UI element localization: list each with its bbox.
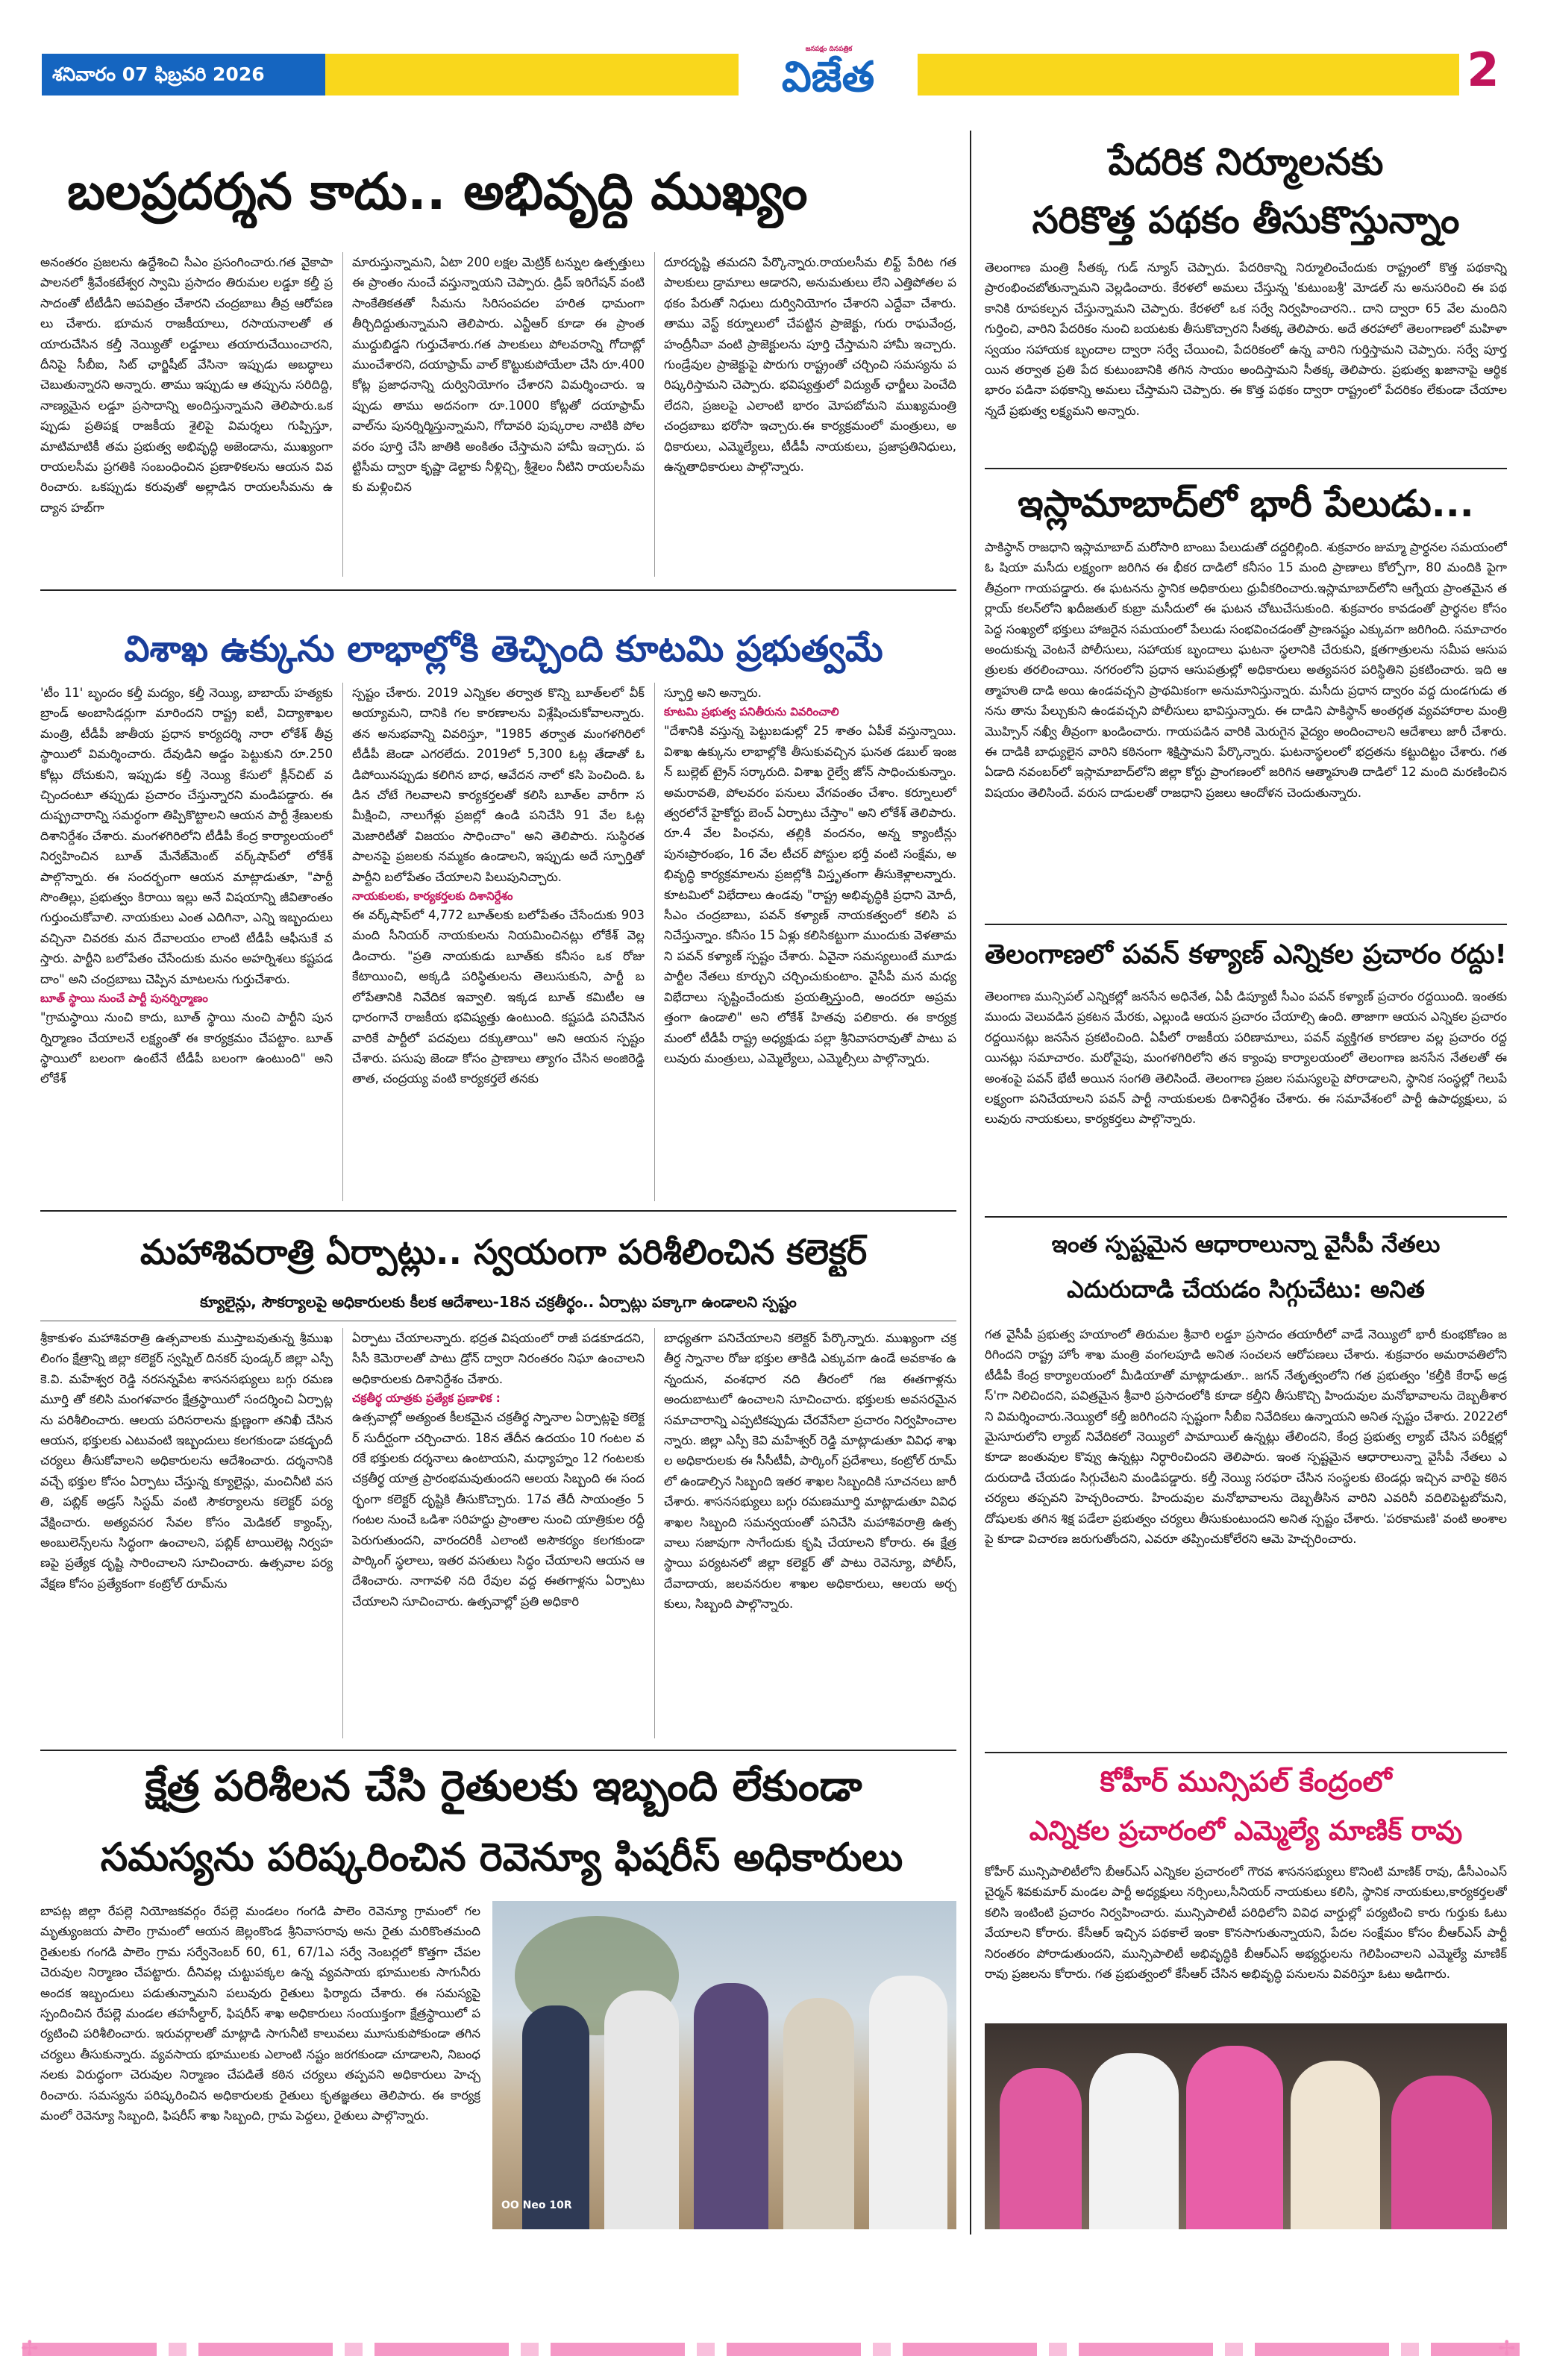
shivaratri-subhead: చక్రతీర్థ యాత్రకు ప్రత్యేక ప్రణాళిక : bbox=[352, 1391, 501, 1406]
visakha-col1-text: 'టీం 11' బృందం కల్తీ మద్యం, కల్తీ నెయ్యి, బాబాయ్ హత్యకు బ్రాండ్ అంబాసిడర్లుగా మారిందని రాష్ట్ర ఐటీ, విద్యాశాఖల మంత్రి, టీడీపీ జాతీయ ప్రధాన కార్యదర్శి నారా లోకేశ్ తీవ్రస్థాయిలో విమర్శించారు. దేవుడిని అడ్డం పెట్టుకుని రూ.250 కోట్లు దోచుకుని, ఇప్పుడు కల్తీ నెయ్యి కేసులో క్లీన్‌చిట్ వచ్చిందంటూ తప్పుడు ప్రచారం చేస్తున్నారని మండిపడ్డారు. ఈ దుష్ప్రచారాన్ని సమర్థంగా తిప్పికొట్టాలని ఆయన పార్టీ శ్రేణులకు దిశానిర్దేశం చేశారు. మంగళగిరిలోని టీడీపీ కేంద్ర కార్యాలయంలో నిర్వహించిన బూత్ మేనేజ్‌మెంట్ వర్క్‌షాప్‌లో లోకేశ్ పాల్గొన్నారు. ఈ సందర్భంగా ఆయన మాట్లాడుతూ, "పార్టీ సొంతిల్లు, ప్రభుత్వం కిరాయి ఇల్లు అనే విషయాన్ని జీవితాంతం గుర్తుంచుకోవాలి. నాయకులు ఎంత ఎదిగినా, ఎన్ని ఇబ్బందులు వచ్చినా చివరకు మన దేవాలయం లాంటి టీడీపీ ఆఫీసుకే వస్తారు. పార్టీని బలోపేతం చేసేందుకు మనం అహర్నిశలు కష్టపడదాం" అని చంద్రబాబు చెప్పిన మాటలను గుర్తుచేశారు. bbox=[40, 686, 333, 986]
footer-strip bbox=[22, 2343, 1520, 2356]
visakha-col2-text: స్పష్టం చేశారు. 2019 ఎన్నికల తర్వాత కొన్ని బూత్‌లలో వీక్ అయ్యామని, దానికి గల కారణాలను విశ్లేషించుకోవాలన్నారు. తన అనుభవాన్ని వివరిస్తూ, "1985 తర్వాత మంగళగిరిలో టీడీపీ జెండా ఎగరలేదు. 2019లో 5,300 ఓట్ల తేడాతో ఓడిపోయినప్పుడు కలిగిన బాధ, ఆవేదన నాలో కసి పెంచింది. ఓడిన చోటే గెలవాలని కార్యకర్తలతో కలిసి బూత్‌ల వారీగా సమీక్షించి, నాలుగేళ్లు ప్రజల్లో ఉండి పనిచేసి 91 వేల ఓట్ల మెజారిటీతో విజయం సాధించాం" అని తెలిపారు. సుస్థిరత పాలనపై ప్రజలకు నమ్మకం ఉండాలని, ఇప్పుడు అదే స్ఫూర్తితో పార్టీని బలోపేతం చేయాలని పిలుపునిచ్చారు. bbox=[352, 686, 645, 884]
kohir-photo bbox=[985, 2023, 1507, 2229]
photo-caption: OO Neo 10R bbox=[501, 2199, 572, 2211]
photo-person-4 bbox=[783, 1998, 854, 2229]
anitha-headline-2: ఎదురుదాడి చేయడం సిగ్గుచేటు: అనిత bbox=[1067, 1275, 1425, 1303]
pawan-bottom-rule bbox=[985, 1216, 1507, 1218]
photo-crowd-5 bbox=[1391, 2076, 1492, 2229]
poverty-bottom-rule bbox=[985, 468, 1507, 469]
shivaratri-col-divider-2 bbox=[654, 1328, 655, 1738]
lead-column-3: దూరదృష్టి తమదని పేర్కొన్నారు.రాయలసీమ లిఫ్ట్ పేరిట గత పాలకులు డ్రామాలు ఆడారని, అనుమతులు లేని ఎత్తిపోతల పథకం పేరుతో నిధులు దుర్వినియోగం చేశారని ఎద్దేవా చేశారు. తాము వెస్ట్ కర్నూలులో చేపట్టిన ప్రాజెక్టు, గురు రాఘవేంద్ర, హంద్రీనీవా వంటి ప్రాజెక్టులను పూర్తి చేస్తామని హామీ ఇచ్చారు. గుండ్రేవుల ప్రాజెక్టుపై పొరుగు రాష్ట్రంతో చర్చించి సమస్యను పరిష్కరిస్తామని చెప్పారు. భవిష్యత్తులో విద్యుత్ ఛార్జీలు పెంచేది లేదని, ప్రజలపై ఎలాంటి భారం మోపబోమని ముఖ్యమంత్రి చంద్రబాబు భరోసా ఇచ్చారు.ఈ కార్యక్రమంలో మంత్రులు, అధికారులు, ఎమ్మెల్యేలు, టీడీపీ నాయకులు, ప్రజాప్రతినిధులు, ఉన్నతాధికారులు పాల్గొన్నారు. bbox=[664, 255, 956, 475]
islamabad-headline: ఇస్లామాబాద్‌లో భారీ పేలుడు... bbox=[1018, 482, 1474, 525]
lead-col-divider-1 bbox=[342, 252, 343, 577]
farmers-headline-2: సమస్యను పరిష్కరించిన రెవెన్యూ ఫిషరీస్ అధికారులు bbox=[100, 1835, 903, 1880]
kohir-headline-1: కోహీర్ మున్సిపల్ కేంద్రంలో bbox=[1100, 1765, 1392, 1798]
shivaratri-col2-text: ఏర్పాటు చేయాలన్నారు. భద్రత విషయంలో రాజీ పడకూడదని, సీసీ కెమెరాలతో పాటు డ్రోన్ ద్వారా నిరంతరం నిఘా ఉంచాలని అధికారులకు దిశానిర్దేశం చేశారు. bbox=[352, 1331, 645, 1386]
shivaratri-col2b-text: ఉత్సవాల్లో అత్యంత కీలకమైన చక్రతీర్థ స్నానాల ఏర్పాట్లపై కలెక్టర్ సుదీర్ఘంగా చర్చించారు. 18న తేదీన ఉదయం 10 గంటల వరకే భక్తులకు దర్శనాలు ఉంటాయని, మధ్యాహ్నం 12 గంటలకు చక్రతీర్థ యాత్ర ప్రారంభమవుతుందని ఆలయ సిబ్బంది ఈ సందర్భంగా కలెక్టర్ దృష్టికి తీసుకొచ్చారు. 17వ తేదీ సాయంత్రం 5 గంటల నుంచే ఒడిశా సరిహద్దు ప్రాంతాల నుంచి యాత్రికుల రద్దీ పెరుగుతుందని, వారందరికీ ఎలాంటి అసౌకర్యం కలగకుండా పార్కింగ్ స్థలాలు, ఇతర వసతులు సిద్ధం చేయాలని ఆయన ఆదేశించారు. నాగావళి నది రేవుల వద్ద ఈతగాళ్లను ఏర్పాటు చేయాలని సూచించారు. ఉత్సవాల్లో ప్రతి అధికారి bbox=[352, 1410, 645, 1609]
farmers-headline-1: క్షేత్ర పరిశీలన చేసి రైతులకు ఇబ్బంది లేకుండా bbox=[145, 1762, 862, 1811]
photo-crowd-1 bbox=[1000, 2068, 1082, 2229]
visakha-column-2 bbox=[352, 683, 645, 1205]
poverty-body: తెలంగాణ మంత్రి సీతక్క గుడ్ న్యూస్ చెప్పారు. పేదరికాన్ని నిర్మూలించేందుకు రాష్ట్రంలో కొత్త పథకాన్ని ప్రారంభించబోతున్నామని వెల్లడించారు. కేరళలో అమలు చేస్తున్న 'కుటుంబశ్రీ' మోడల్ ను అనుసరించి ఈ పథకానికి రూపకల్పన చేస్తున్నామని చెప్పారు. కేరళలో ఒక సర్వే నిర్వహించారని.. దాని ద్వారా 65 వేల మందిని గుర్తించి, వారిని పేదరికం నుంచి బయటకు తీసుకొచ్చారని సీతక్క తెలిపారు. అదే తరహాలో తెలంగాణలో మహిళా స్వయం సహాయక బృందాల ద్వారా సర్వే చేయించి, పేదరికంలో ఉన్న వారిని గుర్తిస్తామని చెప్పారు. సర్వే పూర్తయిన తర్వాత ప్రతి పేద కుటుంబానికి తగిన సాయం అందిస్తామని సీతక్క తెలిపారు. ప్రభుత్వ ఖజానాపై ఆర్థిక భారం పడినా పథకాన్ని అమలు చేస్తామని చెప్పారు. ఈ కొత్త పథకం ద్వారా రాష్ట్రంలో పేదరికం లేకుండా చేయాలన్నదే ప్రభుత్వ లక్ష్యమని అన్నారు. bbox=[985, 260, 1507, 418]
lead-column-2: మారుస్తున్నామని, ఏటా 200 లక్షల మెట్రిక్ టన్నుల ఉత్పత్తులు ఈ ప్రాంతం నుంచే వస్తున్నాయని చెప్పారు. డ్రిప్ ఇరిగేషన్ వంటి సాంకేతికతతో సీమను సిరిసంపదల హరిత ధామంగా తీర్చిదిద్దుతున్నామని తెలిపారు. ఎన్టీఆర్ కూడా ఈ ప్రాంత ముద్దుబిడ్డని గుర్తుచేశారు.గత పాలకులు పోలవరాన్ని గోదాట్లో ముంచేశారని, దయాఫ్రామ్ వాల్ కొట్టుకుపోయేలా చేసి రూ.400 కోట్ల ప్రజాధనాన్ని దుర్వినియోగం చేశారని విమర్శించారు. ఇప్పుడు తాము అదనంగా రూ.1000 కోట్లతో దయాఫ్రామ్ వాల్‌ను పునర్నిర్మిస్తున్నామని, గోదావరి పుష్కరాల నాటికి పోలవరం పూర్తి చేసి జాతికి అంకితం చేస్తామని హామీ ఇచ్చారు. పట్టిసీమ ద్వారా కృష్ణా డెల్టాకు నీళ్లిచ్చి, శ్రీశైలం నీటిని రాయలసీమకు మళ్లించిన bbox=[352, 255, 645, 495]
visakha-col3-text: స్ఫూర్తి అని అన్నారు. bbox=[664, 686, 762, 700]
visakha-col2b-text: ఈ వర్క్‌షాప్‌లో 4,772 బూత్‌లకు బలోపేతం చేసేందుకు 903 మంది సీనియర్ నాయకులను నియమించినట్లు లోకేశ్ వెల్లడించారు. "ప్రతి నాయకుడు బూత్‌కు కనీసం ఒక రోజు కేటాయించి, అక్కడి పరిస్థితులను తెలుసుకుని, పార్టీ బలోపేతానికి నివేదిక ఇవ్వాలి. ఇక్కడ బూత్ కమిటీల ఆధారంగానే రాజకీయ భవిష్యత్తు ఉంటుంది. కష్టపడి పనిచేసిన వారికే పార్టీలో పదవులు దక్కుతాయి" అని ఆయన స్పష్టం చేశారు. పసుపు జెండా కోసం ప్రాణాలు త్యాగం చేసిన అంజిరెడ్డి తాత, చంద్రయ్య వంటి కార్యకర్తలే తనకు bbox=[352, 908, 645, 1086]
photo-person-2 bbox=[604, 1991, 679, 2229]
visakha-subhead-3: కూటమి ప్రభుత్వ పనితీరును వివరించాలి bbox=[664, 705, 839, 719]
visakha-col-divider-2 bbox=[654, 683, 655, 1201]
shivaratri-column-3: బాధ్యతగా పనిచేయాలని కలెక్టర్ పేర్కొన్నారు. ముఖ్యంగా చక్రతీర్థ స్నానాల రోజు భక్తుల తాకిడి ఎక్కువగా ఉండే అవకాశం ఉన్నందున, వంశధార నది తీరంలో గజ ఈతగాళ్లను అందుబాటులో ఉంచాలని సూచించారు. భక్తులకు అవసరమైన సమాచారాన్ని ఎప్పటికప్పుడు చేరవేసేలా ప్రచారం నిర్వహించాలన్నారు. జిల్లా ఎస్పీ కెవి మహేశ్వర్ రెడ్డి మాట్లాడుతూ వివిధ శాఖల అధికారులకు ఈ సీసీటీవీ, పార్కింగ్ ప్రదేశాలు, కంట్రోల్ రూమ్ లో ఉండాల్సిన సిబ్బంది ఇతర శాఖల సిబ్బందికి సూచనలు జారీ చేశారు. శాసనసభ్యులు బగ్గు రమణమూర్తి మాట్లాడుతూ వివిధ శాఖల సిబ్బంది సమన్వయంతో పనిచేసి మహాశివరాత్రి ఉత్సవాలు సజావుగా సాగేందుకు కృషి చేయాలని కోరారు. ఈ క్షేత్రస్థాయి పర్యటనలో జిల్లా కలెక్టర్ తో పాటు రెవెన్యూ, పోలీస్, దేవాదాయ, జలవనరుల శాఖల అధికారులు, ఆలయ అర్చకులు, సిబ్బంది పాల్గొన్నారు. bbox=[664, 1331, 956, 1612]
visakha-column-1 bbox=[40, 683, 333, 1205]
shivaratri-headline: మహాశివరాత్రి ఏర్పాట్లు.. స్వయంగా పరిశీలించిన కలెక్టర్ bbox=[140, 1232, 868, 1272]
shivaratri-bottom-rule bbox=[40, 1750, 956, 1751]
poverty-headline-2: సరికొత్త పథకం తీసుకొస్తున్నాం bbox=[1032, 198, 1460, 242]
visakha-col1b-text: "గ్రామస్థాయి నుంచి కాదు, బూత్ స్థాయి నుంచి పార్టీని పునర్నిర్మాణం చేయాలనే లక్ష్యంతో ఈ కార్యక్రమం చేపట్టాం. బూత్ స్థాయిలో బలంగా ఉంటేనే టీడీపీ బలంగా ఉంటుంది" అని లోకేశ్ bbox=[40, 1010, 333, 1086]
anitha-body: గత వైసీపీ ప్రభుత్వ హయాంలో తిరుమల శ్రీవారి లడ్డూ ప్రసాదం తయారీలో వాడే నెయ్యిలో భారీ కుంభకోణం జరిగిందని రాష్ట్ర హోం శాఖ మంత్రి వంగలపూడి అనిత సంచలన ఆరోపణలు చేశారు. శుక్రవారం అమరావతిలోని టీడీపీ కేంద్ర కార్యాలయంలో మీడియాతో మాట్లాడుతూ.. జగన్ నేతృత్వంలోని గత ప్రభుత్వం 'కల్తీకి కేరాఫ్ అడ్రస్'గా నిలిచిందని, పవిత్రమైన శ్రీవారి ప్రసాదంలోకి కూడా కల్తీని తీసుకొచ్చి హిందువుల మనోభావాలను దెబ్బతీశారని విమర్శించారు.నెయ్యిలో కల్తీ జరిగిందని స్పష్టంగా సీబీఐ నివేదికలు ఉన్నాయని అనిత స్పష్టం చేశారు. 2022లో మైసూరులోని ల్యాబ్ నివేదికలో నెయ్యిలో పామాయిల్ ఉన్నట్లు తేలిందని, కేంద్ర ప్రభుత్వ ల్యాబ్ చేసిన పరీక్షల్లో కూడా జంతువుల కొవ్వు ఉన్నట్లు నిర్ధారించిందని తెలిపారు. ఇంత స్పష్టమైన ఆధారాలున్నా వైసీపీ నేతలు ఎదురుదాడి చేయడం సిగ్గుచేటని మండిపడ్డారు. కల్తీ నెయ్యి సరఫరా చేసిన సంస్థలకు టెండర్లు ఇచ్చిన వారిపై కఠిన చర్యలు తప్పవని హెచ్చరించారు. హిందువుల మనోభావాలను దెబ్బతీసిన వారిని ఎవరినీ వదిలిపెట్టబోమని, దోషులకు తగిన శిక్ష పడేలా ప్రభుత్వం చర్యలు తీసుకుంటుందని అనిత స్పష్టం చేశారు. 'పరకామణి' వంటి అంశాలపై కూడా విచారణ జరుగుతోందని, ఎవరూ తప్పించుకోలేరని ఆమె హెచ్చరించారు. bbox=[985, 1327, 1507, 1547]
pawan-headline: తెలంగాణలో పవన్ కళ్యాణ్ ఎన్నికల ప్రచారం రద్దు! bbox=[985, 939, 1507, 970]
anitha-bottom-rule bbox=[985, 1752, 1507, 1753]
pawan-body: తెలంగాణ మున్సిపల్ ఎన్నికల్లో జనసేన అధినేత, ఏపీ డిప్యూటీ సీఎం పవన్ కళ్యాణ్ ప్రచారం రద్దయింది. ఇంతకు ముందు వెలువడిన ప్రకటన మేరకు, ఎల్లుండి ఆయన ప్రచారం చేయాల్సి ఉంది. తాజాగా ఆయన ఎన్నికల ప్రచారం రద్దయినట్లు జనసేన ప్రకటించింది. ఏపీలో రాజకీయ పరిణామాలు, పవన్ వ్యక్తిగత కారణాల వల్ల ప్రచారం రద్దయినట్లు సమాచారం. మరోవైపు, మంగళగిరిలోని తన క్యాంపు కార్యాలయంలో తెలంగాణ జనసేన నేతలతో ఈ అంశంపై పవన్ భేటీ అయిన సంగతి తెలిసిందే. తెలంగాణ ప్రజల సమస్యలపై పోరాడాలని, స్థానిక సంస్థల్లో గెలుపే లక్ష్యంగా పనిచేయాలని పవన్ పార్టీ నాయకులకు దిశానిర్దేశం చేశారు. ఈ సమావేశంలో పార్టీ ఉపాధ్యక్షులు, పలువురు నాయకులు, కార్యకర్తలు పాల్గొన్నారు. bbox=[985, 989, 1507, 1127]
photo-person-1 bbox=[522, 2005, 589, 2229]
photo-crowd-3 bbox=[1186, 2046, 1283, 2229]
visakha-headline: విశాఖ ఉక్కును లాభాల్లోకి తెచ్చింది కూటమి ప్రభుత్వమే bbox=[124, 628, 883, 670]
photo-crowd-2 bbox=[1089, 2053, 1179, 2229]
photo-crowd-4 bbox=[1291, 2061, 1380, 2229]
lead-col-divider-2 bbox=[654, 252, 655, 577]
poverty-headline-1: పేదరిక నిర్మూలనకు bbox=[1108, 140, 1384, 184]
farmers-body: బాపట్ల జిల్లా రేపల్లె నియోజకవర్గం రేపల్లె మండలం గంగడి పాలెం రెవెన్యూ గ్రామంలో గల మృత్యుంజయ పాలెం గ్రామంలో ఆయన జెల్లంకొండ శ్రీనివాసరావు అను రైతు మరికొంతమంది రైతులకు గంగడి పాలెం గ్రామ సర్వేనెంబర్ 60, 61, 67/1ఎ సర్వే నెంబర్లలో కొత్తగా చేపల చెరువుల నిర్మాణం చేపట్టారు. దీనివల్ల చుట్టుపక్కల ఉన్న వ్యవసాయ భూములకు సాగునీరు అందక ఇబ్బందులు పడుతున్నామని పలువురు రైతులు ఫిర్యాదు చేశారు. ఈ సమస్యపై స్పందించిన రేపల్లె మండల తహసీల్దార్, ఫిషరీస్ శాఖ అధికారులు సంయుక్తంగా క్షేత్రస్థాయిలో పర్యటించి పరిశీలించారు. ఇరువర్గాలతో మాట్లాడి సాగునీటి కాలువలు మూసుకుపోకుండా తగిన చర్యలు తీసుకున్నారు. వ్యవసాయ భూములకు ఎలాంటి నష్టం జరగకుండా చూడాలని, నిబంధనలకు విరుద్ధంగా చెరువుల నిర్మాణం చేపడితే కఠిన చర్యలు తప్పవని అధికారులు హెచ్చరించారు. సమస్యను పరిష్కరించిన అధికారులకు రైతులు కృతజ్ఞతలు తెలిపారు. ఈ కార్యక్రమంలో రెవెన్యూ సిబ్బంది, ఫిషరీస్ శాఖ సిబ్బంది, గ్రామ పెద్దలు, రైతులు పాల్గొన్నారు. bbox=[40, 1904, 480, 2123]
photo-person-3 bbox=[694, 1983, 768, 2229]
visakha-col-divider-1 bbox=[342, 683, 343, 1201]
visakha-subhead-2: నాయకులకు, కార్యకర్తలకు దిశానిర్దేశం bbox=[352, 889, 513, 904]
masthead bbox=[0, 0, 1542, 104]
shivaratri-column-1: శ్రీకాకుళం మహాశివరాత్రి ఉత్సవాలకు ముస్తాబవుతున్న శ్రీముఖలింగం క్షేత్రాన్ని జిల్లా కలెక్టర్ స్వప్నిల్ దినకర్ పుండ్కర్ జిల్లా ఎస్పీ కె.వి. మహేశ్వర రెడ్డి నరసన్నపేట శాసనసభ్యులు బగ్గు రమణమూర్తి తో కలిసి మంగళవారం క్షేత్రస్థాయిలో సందర్శించి ఏర్పాట్లను పరిశీలించారు. ఆలయ పరిసరాలను క్షుణ్ణంగా తనిఖీ చేసిన ఆయన, భక్తులకు ఎటువంటి ఇబ్బందులు కలగకుండా పకడ్బందీ చర్యలు తీసుకోవాలని అధికారులను ఆదేశించారు. దర్శనానికి వచ్చే భక్తుల కోసం ఏర్పాటు చేస్తున్న క్యూలైన్లు, మంచినీటి వసతి, పబ్లిక్ అడ్రస్ సిస్టమ్ వంటి సౌకర్యాలను కలెక్టర్ పర్యవేక్షించారు. అత్యవసర సేవల కోసం మెడికల్ క్యాంప్స్, అంబులెన్స్‌లను సిద్ధంగా ఉంచాలని, పబ్లిక్ టాయిలెట్ల నిర్వహణపై ప్రత్యేక దృష్టి సారించాలని సూచించారు. ఉత్సవాల పర్యవేక్షణ కోసం ప్రత్యేకంగా కంట్రోల్ రూమ్‌ను bbox=[40, 1331, 333, 1591]
kohir-body: కోహీర్ మున్సిపాలిటీలోని బీఆర్ఎస్ ఎన్నికల ప్రచారంలో గౌరవ శాసనసభ్యులు కొనింటి మాణిక్ రావు, డీసీఎంఎస్ చైర్మన్ శివకుమార్ మండల పార్టీ అధ్యక్షులు నర్సింలు,సీనియర్ నాయకులు కలిసి, స్థానిక నాయకులు,కార్యకర్తలతో కలిసి ఇంటింటి ప్రచారం నిర్వహించారు. మున్సిపాలిటీ పరిధిలోని వివిధ వార్డుల్లో పర్యటించి కారు గుర్తుకు ఓటు వేయాలని కోరారు. కేసీఆర్ ఇచ్చిన పథకాలే ఇంకా కొనసాగుతున్నాయని, పేదల సంక్షేమం కోసం బీఆర్ఎస్ పార్టీ నిరంతరం పోరాడుతుందని, మున్సిపాలిటీ అభివృద్ధికి బీఆర్ఎస్ అభ్యర్థులను గెలిపించాలని ఎమ్మెల్యే మాణిక్ రావు ప్రజలను కోరారు. గత ప్రభుత్వంలో కేసీఆర్ చేసిన అభివృద్ధి పనులను వివరిస్తూ ఓటు అడిగారు. bbox=[985, 1864, 1507, 1982]
page-number: 2 bbox=[1467, 43, 1499, 97]
issue-date: శనివారం 07 ఫిబ్రవరి 2026 bbox=[52, 63, 265, 85]
shivaratri-col-divider-1 bbox=[342, 1328, 343, 1738]
islamabad-bottom-rule bbox=[985, 924, 1507, 925]
paper-tagline: జనపక్షం దినపత్రిక bbox=[805, 46, 853, 53]
footer-right-mark: ✢ bbox=[1498, 2336, 1516, 2361]
footer-left-mark: ✢ bbox=[21, 2336, 39, 2361]
paper-name-logo: విజేత bbox=[781, 53, 875, 101]
visakha-col3b-text: "దేశానికి వస్తున్న పెట్టుబడుల్లో 25 శాతం ఏపీకే వస్తున్నాయి. విశాఖ ఉక్కును లాభాల్లోకి తీసుకువచ్చిన ఘనత డబుల్ ఇంజన్ బుల్లెట్ ట్రైన్ సర్కారుది. విశాఖ రైల్వే జోన్ సాధించుకున్నాం. అమరావతి, పోలవరం పనులు వేగవంతం చేశాం. కర్నూలులో త్వరలోనే హైకోర్టు బెంచ్ ఏర్పాటు చేస్తాం" అని లోకేశ్ తెలిపారు. రూ.4 వేల పింఛను, తల్లికి వందనం, అన్న క్యాంటీన్లు పునఃప్రారంభం, 16 వేల టీచర్ పోస్టుల భర్తీ వంటి సంక్షేమ, అభివృద్ధి కార్యక్రమాలను ప్రజల్లోకి విస్తృతంగా తీసుకెళ్లాలన్నారు. కూటమిలో విభేదాలు ఉండవు "రాష్ట్ర అభివృద్ధికి ప్రధాని మోదీ, సీఎం చంద్రబాబు, పవన్ కళ్యాణ్ నాయకత్వంలో కలిసి పనిచేస్తున్నాం. కనీసం 15 ఏళ్లు కలిసికట్టుగా ముందుకు వెళతామని పవన్ కళ్యాణ్ స్పష్టం చేశారు. ఏవైనా సమస్యలుంటే మూడు పార్టీల నేతలు కూర్చుని చర్చించుకుంటాం. వైసీపీ మన మధ్య విభేదాలు సృష్టించేందుకు ప్రయత్నిస్తుంది, అందరూ అప్రమత్తంగా ఉండాలి" అని లోకేశ్ హితవు పలికారు. ఈ కార్యక్రమంలో టీడీపీ రాష్ట్ర అధ్యక్షుడు పల్లా శ్రీనివాసరావుతో పాటు పలువురు మంత్రులు, ఎమ్మెల్యేలు, ఎమ్మెల్సీలు పాల్గొన్నారు. bbox=[664, 724, 956, 1065]
shivaratri-subheadline: క్యూలైన్లు, సౌకర్యాలపై అధికారులకు కీలక ఆదేశాలు-18న చక్రతీర్థం.. ఏర్పాట్లు పక్కాగా ఉండాలని స్పష్టం bbox=[200, 1293, 797, 1311]
visakha-subhead-1: బూత్ స్థాయి నుంచే పార్టీ పునర్నిర్మాణం bbox=[40, 992, 208, 1006]
farmers-photo bbox=[492, 1901, 956, 2229]
photo-person-5 bbox=[869, 1976, 947, 2229]
visakha-column-3 bbox=[664, 683, 956, 1205]
lead-headline: బలప్రదర్శన కాదు.. అభివృద్ధి ముఖ్యం bbox=[67, 163, 808, 222]
lead-column-1: అనంతరం ప్రజలను ఉద్దేశించి సీఎం ప్రసంగించారు.గత వైకాపా పాలనలో శ్రీవేంకటేశ్వర స్వామి ప్రసాదం తిరుమల లడ్డూ కల్తీ ప్రసాదంతో టీటీడీని అపవిత్రం చేశారని చంద్రబాబు తీవ్ర ఆరోపణలు చేశారు. భూమన రాజకీయాలు, రసాయనాలతో తయారుచేసిన కల్తీ నెయ్యితో లడ్డూలు తయారుచేయించారని, దీనిపై సీబీఐ, సిట్ ఛార్జిషీట్ వేసినా ఇప్పుడు అబద్ధాలు చెబుతున్నారని అన్నారు. తాము ఇప్పుడు ఆ తప్పును సరిదిద్ది, నాణ్యమైన లడ్డూ ప్రసాదాన్ని అందిస్తున్నామని తెలిపారు.ఒకప్పుడు ప్రతిపక్ష రాజకీయ శైలిపై విమర్శలు గుప్పిస్తూ, మాటిమాటికీ తమ ప్రభుత్వ అభివృద్ధి అజెండాను, ముఖ్యంగా రాయలసీమ ప్రగతికి సంబంధించిన ప్రణాళికలను ఆయన వివరించారు. ఒకప్పుడు కరువుతో అల్లాడిన రాయలసీమను ఉద్యాన హబ్‌గా bbox=[40, 255, 333, 515]
kohir-headline-2: ఎన్నికల ప్రచారంలో ఎమ్మెల్యే మాణిక్ రావు bbox=[1029, 1816, 1463, 1847]
anitha-headline-1: ఇంత స్పష్టమైన ఆధారాలున్నా వైసీపీ నేతలు bbox=[1051, 1231, 1441, 1258]
visakha-bottom-rule bbox=[40, 1210, 956, 1212]
lead-bottom-rule bbox=[40, 589, 956, 591]
islamabad-body: పాకిస్థాన్ రాజధాని ఇస్లామాబాద్ మరోసారి బాంబు పేలుడుతో దద్దరిల్లింది. శుక్రవారం జుమ్మా ప్రార్థనల సమయంలో ఓ షియా మసీదు లక్ష్యంగా జరిగిన ఈ భీకర దాడిలో కనీసం 15 మంది ప్రాణాలు కోల్పోగా, 80 మందికి పైగా తీవ్రంగా గాయపడ్డారు. ఈ ఘటనను స్థానిక అధికారులు ధ్రువీకరించారు.ఇస్లామాబాద్‌లోని ఆగ్నేయ ప్రాంతమైన తర్లాయ్ కలన్‌లోని ఖదీజతుల్ కుబ్రా మసీదులో ఈ ఘటన చోటుచేసుకుంది. శుక్రవారం కావడంతో ప్రార్థనల కోసం పెద్ద సంఖ్యలో భక్తులు హాజరైన సమయంలో పేలుడు సంభవించడంతో ప్రాణనష్టం ఎక్కువగా జరిగింది. సమాచారం అందుకున్న వెంటనే పోలీసులు, సహాయక బృందాలు ఘటనా స్థలానికి చేరుకుని, క్షతగాత్రులను సమీప ఆసుపత్రులకు తరలించాయి. నగరంలోని ప్రధాన ఆసుపత్రుల్లో అధికారులు అత్యవసర పరిస్థితిని ప్రకటించారు. ఇది ఆత్మాహుతి దాడి అయి ఉండవచ్చని ప్రాథమికంగా అనుమానిస్తున్నారు. మసీదు ప్రధాన ద్వారం వద్ద దుండగుడు తనను తాను పేల్చుకుని ఉండవచ్చని పోలీసులు భావిస్తున్నారు. ఈ దాడిని పాకిస్థాన్ అంతర్గత వ్యవహారాల మంత్రి మొహ్సిన్ నఖ్వీ తీవ్రంగా ఖండించారు. గాయపడిన వారికి మెరుగైన వైద్యం అందించాలని ఆదేశాలు జారీ చేశారు. ఈ దాడికి బాధ్యులైన వారిని కఠినంగా శిక్షిస్తామని పేర్కొన్నారు. ఘటనాస్థలంలో భద్రతను కట్టుదిట్టం చేశారు. గత ఏడాది నవంబర్‌లో ఇస్లామాబాద్‌లోని జిల్లా కోర్టు ప్రాంగణంలో జరిగిన ఆత్మాహుతి దాడిలో 12 మంది మరణించిన విషయం తెలిసిందే. వరుస దాడులతో రాజధాని ప్రజలు ఆందోళన చెందుతున్నారు. bbox=[985, 540, 1507, 800]
shivaratri-column-2 bbox=[352, 1328, 645, 1742]
main-section-divider bbox=[970, 131, 971, 2235]
